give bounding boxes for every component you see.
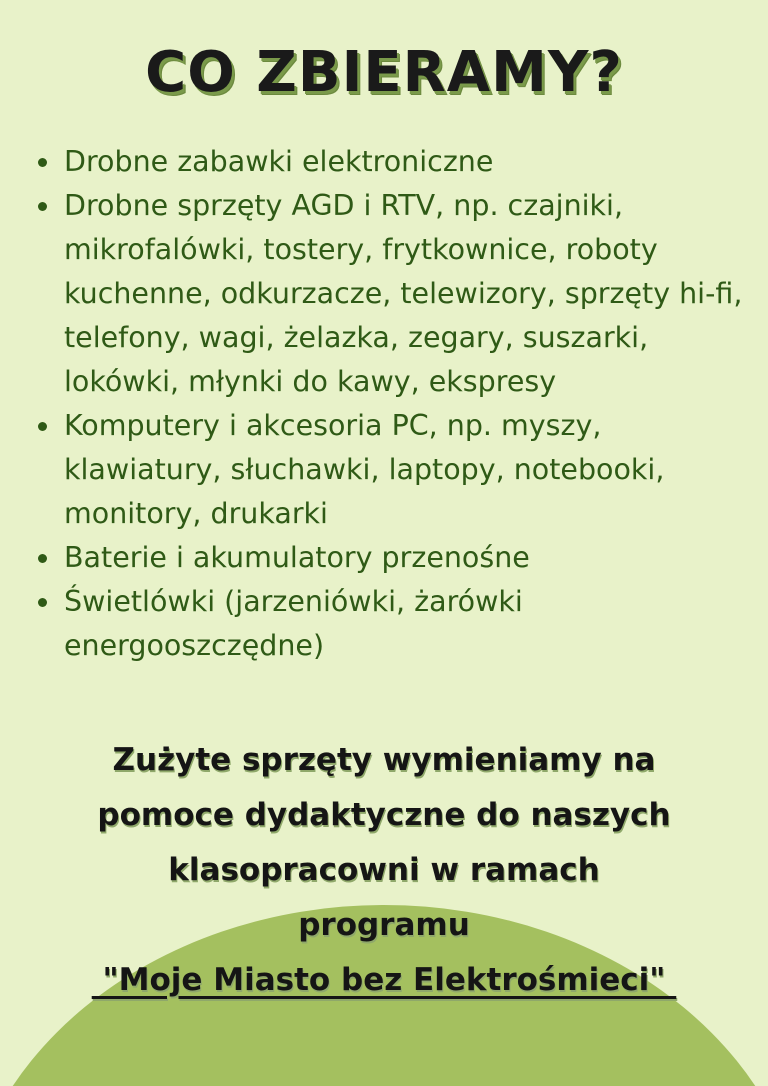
collected-items-list: [36, 140, 756, 668]
poster-title: CO ZBIERAMY?: [145, 40, 623, 105]
list-item-text: Drobne sprzęty AGD i RTV, np. czajniki, mikrofalówki, tostery, frytkownice, roboty kuchenne, odkurzacze, telewizory, sprzęty hi-fi, telefony, wagi, żelazka, zegary, suszarki, lokówki, młynki do kawy, ekspresy: [64, 189, 743, 398]
list-item: [36, 536, 756, 580]
bullet-icon: [38, 554, 47, 563]
footer-line: programu: [298, 907, 470, 943]
footer-message: [0, 733, 768, 1008]
bullet-icon: [38, 158, 47, 167]
list-item: [36, 404, 756, 536]
footer-line: klasopracowni w ramach: [168, 852, 600, 888]
footer-line: pomoce dydaktyczne do naszych: [97, 797, 671, 833]
footer-line: Zużyte sprzęty wymieniamy na: [112, 742, 656, 778]
bullet-icon: [38, 202, 47, 211]
bullet-icon: [38, 598, 47, 607]
list-item-text: Drobne zabawki elektroniczne: [64, 145, 494, 178]
list-item: [36, 580, 756, 668]
list-item-text: Świetlówki (jarzeniówki, żarówki energooszczędne): [64, 585, 523, 662]
bullet-icon: [38, 422, 47, 431]
list-item: [36, 140, 756, 184]
list-item-text: Baterie i akumulatory przenośne: [64, 541, 530, 574]
list-item-text: Komputery i akcesoria PC, np. myszy, klawiatury, słuchawki, laptopy, notebooki, monitory, drukarki: [64, 409, 665, 530]
list-item: [36, 184, 756, 404]
program-name: "Moje Miasto bez Elektrośmieci": [91, 962, 677, 998]
